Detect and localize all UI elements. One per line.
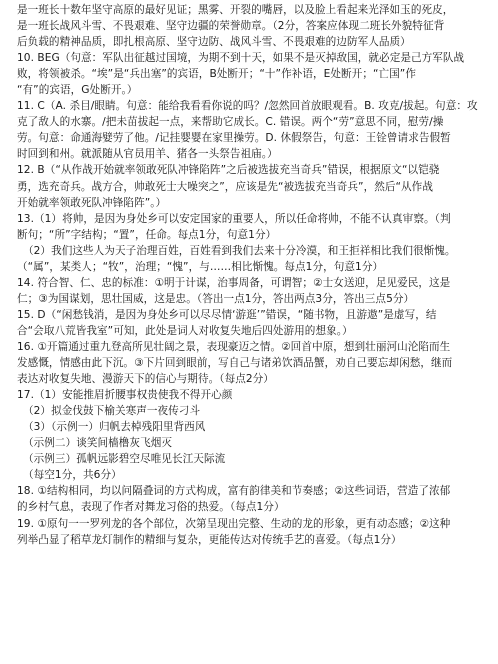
- text-line: 19. ①原句一一罗列龙的各个部位，次第呈现出完整、生动的龙的形象，更有动态感；②这种: [17, 517, 451, 530]
- text-line: （3）（示例一）归帆去棹残阳里背西风: [23, 421, 206, 434]
- text-line: 表达对收复失地、漫游天下的信心与期待。（每点2分）: [17, 373, 274, 386]
- text-line: 克了敌人的水寨。/把未苗拔起一点，来帮助它成长。C. 错误。两个“劳”意思不同，慰劳/操: [17, 116, 444, 129]
- text-line: 败，将领被杀。“埃”是“兵出塞”的宾语，B处断开；“十”作补语，E处断开；“亡国”作: [17, 68, 416, 81]
- text-line: 18. ①结构相同，均以问隔叠词的方式构成，富有韵律美和节奏感；②这些词语，营造了浓郁: [17, 485, 451, 498]
- text-line: 15. D（“闲愁钱消，是因为身处乡可以尽尽情‘游逛’”错误，“随书物，且游遨”是虚写，结: [17, 308, 437, 321]
- text-line: 的乡村气息，表现了作者对舞龙习俗的热爱。（每点1分）: [17, 501, 285, 514]
- text-line: （“属”，某类人；“牧”，治理；“愧”，与……相比惭愧。每点1分，句意1分）: [17, 260, 384, 273]
- text-line: 后负载的精神品质，即扎根高原、坚守边防、战风斗雪、不畏艰难的边防军人品质）: [17, 36, 411, 49]
- text-line: 12. B（“从作战开始就率领敢死队冲锋陷阵”之后被选拔充当奇兵”错误，根据原文“以铠骁: [17, 164, 440, 177]
- text-line: 仁；③为国谋划，思壮国威，这是忠。（答出一点1分，答出两点3分，答出三点5分）: [17, 292, 415, 305]
- text-line: （示例二）谈笑间樯橹灰飞烟灭: [23, 437, 173, 450]
- text-line: 开始就率领敢死队冲锋陷阵”。）: [17, 196, 167, 209]
- text-line: 11. C（A. 杀目/眼睛。句意：能给我看看你说的吗？/忽然回首放眼观看。B. 攻克/拔起。句意：攻: [17, 100, 478, 113]
- text-line: 10. BEG（句意：军队出征越过国境，为期不到十天，如果不是灭掉敌国，就必定是己方军队战: [17, 52, 465, 65]
- text-line: 劳。句意：命通海嬖劳了他。/记挂婴婴在家里操劳。D. 休假祭告，句意：王铨曾请求告假暂: [17, 132, 451, 145]
- text-line: 发感慨，情感由此下沉。③下片回到眼前，写自己与诸弟饮酒品蟹，劝自己要忘却闲愁，继而: [17, 357, 453, 370]
- text-line: （每空1分，共6分）: [23, 469, 122, 482]
- text-line: （示例三）孤帆远影碧空尽唯见长江天际流: [23, 453, 226, 466]
- text-line: 14. 符合智、仁、忠的标准：①明于计谋，治事周备，可谓智；②士女送迎，足见爱民，这是: [17, 276, 451, 289]
- text-line: 是一班长十数年坚守高原的最好见证；黑雾、开裂的嘴唇，以及脸上看起来光泽如玉的死皮，: [17, 4, 454, 16]
- text-line: （2）我们这些人为天子治理百姓，百姓看到我们去来十分冷漠，和王拒祥相比我们很惭愧。: [23, 244, 456, 257]
- text-line: 17.（1）安能推眉折腰事权贵使我不得开心颜: [17, 389, 233, 402]
- text-line: 勇，选充奇兵。战方合，帅敢死士大噪突之”，应该是先“被选拔充当奇兵”，然后“从作战: [17, 180, 433, 193]
- text-line: 断句；“所”字结构；“置”，任命。每点1分，句意1分）: [17, 228, 277, 241]
- text-line: 列举凸显了稻草龙灯制作的精细与复杂，更能传达对传统手艺的喜爱。（每点1分）: [17, 533, 402, 546]
- text-line: 13.（1）将帅，是因为身处乡可以安定国家的重要人，所以任命将帅，不能不认真审察。（判: [17, 212, 451, 225]
- text-line: 合“会取八荒皆我室”可知，此处是词人对收复失地后四处游用的想象。）: [17, 324, 353, 337]
- text-line: 时回到和州。就派随从官员用羊、猪各一头祭告祖庙。）: [17, 148, 278, 161]
- text-line: 16. ①开篇通过重九登高所见壮阔之景，表现豪迈之情。②回首中原，想到壮丽河山沦陷而生: [17, 340, 451, 353]
- text-line: 是一班长战风斗雪、不畏艰难、坚守边疆的荣誉勋章。（2分，答案应体现二班长外貌特征背: [17, 20, 445, 33]
- text-line: “有”的宾语，G处断开。）: [17, 84, 138, 97]
- text-line: （2）拟金伐鼓下榆关寒声一夜传刁斗: [23, 405, 201, 418]
